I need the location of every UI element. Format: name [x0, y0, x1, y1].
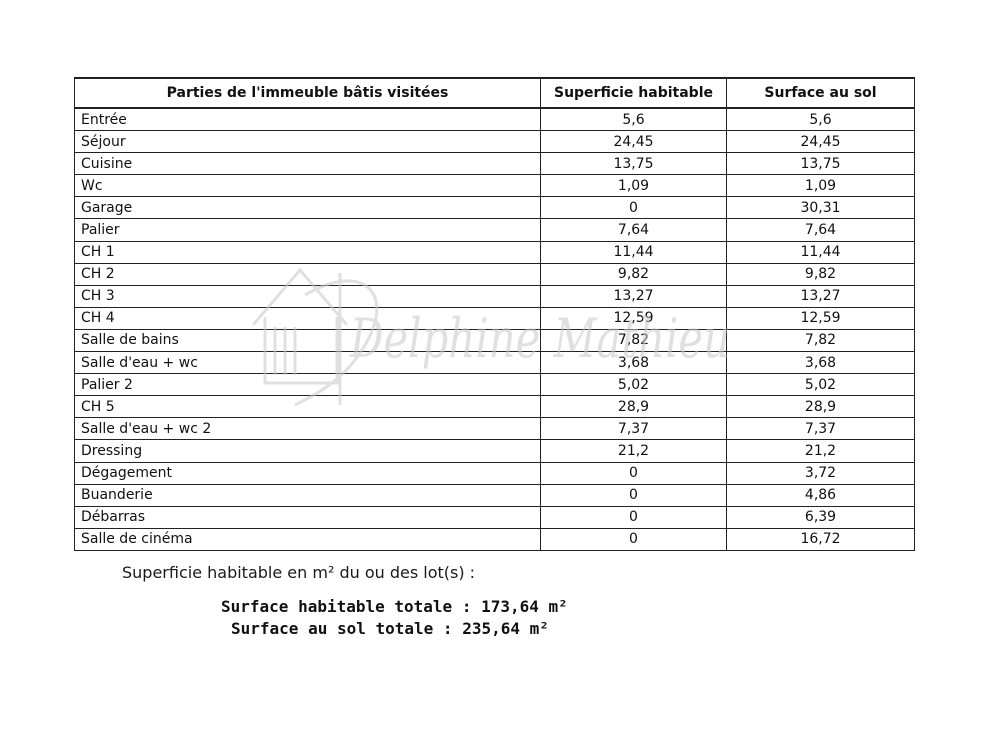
table-row	[75, 329, 915, 351]
table-row	[75, 285, 915, 307]
room-cell: CH 4	[75, 307, 541, 329]
room-cell: Séjour	[75, 131, 541, 153]
table-row	[75, 374, 915, 396]
table-row	[75, 219, 915, 241]
sol-cell: 7,82	[727, 329, 915, 351]
room-cell: Salle d'eau + wc	[75, 352, 541, 374]
room-cell: Salle d'eau + wc 2	[75, 418, 541, 440]
room-cell: CH 5	[75, 396, 541, 418]
habitable-cell: 21,2	[541, 440, 727, 462]
table-row	[75, 175, 915, 197]
habitable-cell: 24,45	[541, 131, 727, 153]
sol-cell: 9,82	[727, 263, 915, 285]
table-row	[75, 197, 915, 219]
sol-cell: 3,72	[727, 462, 915, 484]
surface-table	[74, 77, 915, 551]
sol-cell: 12,59	[727, 307, 915, 329]
header-habitable: Superficie habitable	[541, 78, 727, 108]
table-row	[75, 241, 915, 263]
table-row	[75, 263, 915, 285]
table-row	[75, 440, 915, 462]
habitable-cell: 5,6	[541, 108, 727, 131]
sol-cell: 5,6	[727, 108, 915, 131]
room-cell: Salle de cinéma	[75, 528, 541, 550]
total-sol: Surface au sol totale : 235,64 m²	[231, 619, 549, 638]
sol-cell: 24,45	[727, 131, 915, 153]
sol-cell: 30,31	[727, 197, 915, 219]
table-row	[75, 528, 915, 550]
sol-cell: 11,44	[727, 241, 915, 263]
header-sol: Surface au sol	[727, 78, 915, 108]
habitable-cell: 5,02	[541, 374, 727, 396]
table-row	[75, 131, 915, 153]
sol-cell: 6,39	[727, 506, 915, 528]
room-cell: CH 1	[75, 241, 541, 263]
room-cell: Salle de bains	[75, 329, 541, 351]
watermark-text: Delphine Mathieu	[349, 307, 730, 370]
habitable-cell: 0	[541, 528, 727, 550]
sol-cell: 16,72	[727, 528, 915, 550]
summary-caption: Superficie habitable en m² du ou des lot(s) :	[122, 563, 476, 582]
room-cell: Buanderie	[75, 484, 541, 506]
habitable-cell: 0	[541, 197, 727, 219]
sol-cell: 3,68	[727, 352, 915, 374]
sol-cell: 13,27	[727, 285, 915, 307]
table-row	[75, 352, 915, 374]
habitable-cell: 1,09	[541, 175, 727, 197]
room-cell: CH 2	[75, 263, 541, 285]
total-habitable: Surface habitable totale : 173,64 m²	[221, 597, 568, 616]
sol-cell: 5,02	[727, 374, 915, 396]
habitable-cell: 0	[541, 484, 727, 506]
habitable-cell: 7,82	[541, 329, 727, 351]
sol-cell: 13,75	[727, 153, 915, 175]
habitable-cell: 7,64	[541, 219, 727, 241]
room-cell: Garage	[75, 197, 541, 219]
room-cell: Cuisine	[75, 153, 541, 175]
table-row	[75, 484, 915, 506]
sol-cell: 28,9	[727, 396, 915, 418]
habitable-cell: 9,82	[541, 263, 727, 285]
habitable-cell: 3,68	[541, 352, 727, 374]
sol-cell: 7,37	[727, 418, 915, 440]
room-cell: Wc	[75, 175, 541, 197]
room-cell: Dégagement	[75, 462, 541, 484]
sol-cell: 21,2	[727, 440, 915, 462]
table-header-row	[75, 78, 915, 108]
habitable-cell: 28,9	[541, 396, 727, 418]
header-room: Parties de l'immeuble bâtis visitées	[75, 78, 541, 108]
habitable-cell: 12,59	[541, 307, 727, 329]
habitable-cell: 7,37	[541, 418, 727, 440]
table-row	[75, 153, 915, 175]
sol-cell: 7,64	[727, 219, 915, 241]
table-row	[75, 418, 915, 440]
room-cell: Palier 2	[75, 374, 541, 396]
habitable-cell: 13,75	[541, 153, 727, 175]
room-cell: CH 3	[75, 285, 541, 307]
table-row	[75, 396, 915, 418]
table-row	[75, 506, 915, 528]
table-row	[75, 307, 915, 329]
habitable-cell: 13,27	[541, 285, 727, 307]
room-cell: Palier	[75, 219, 541, 241]
room-cell: Débarras	[75, 506, 541, 528]
table-body	[75, 108, 915, 550]
habitable-cell: 0	[541, 506, 727, 528]
room-cell: Dressing	[75, 440, 541, 462]
sol-cell: 4,86	[727, 484, 915, 506]
sol-cell: 1,09	[727, 175, 915, 197]
table-row	[75, 462, 915, 484]
table-row	[75, 108, 915, 131]
habitable-cell: 0	[541, 462, 727, 484]
room-cell: Entrée	[75, 108, 541, 131]
habitable-cell: 11,44	[541, 241, 727, 263]
